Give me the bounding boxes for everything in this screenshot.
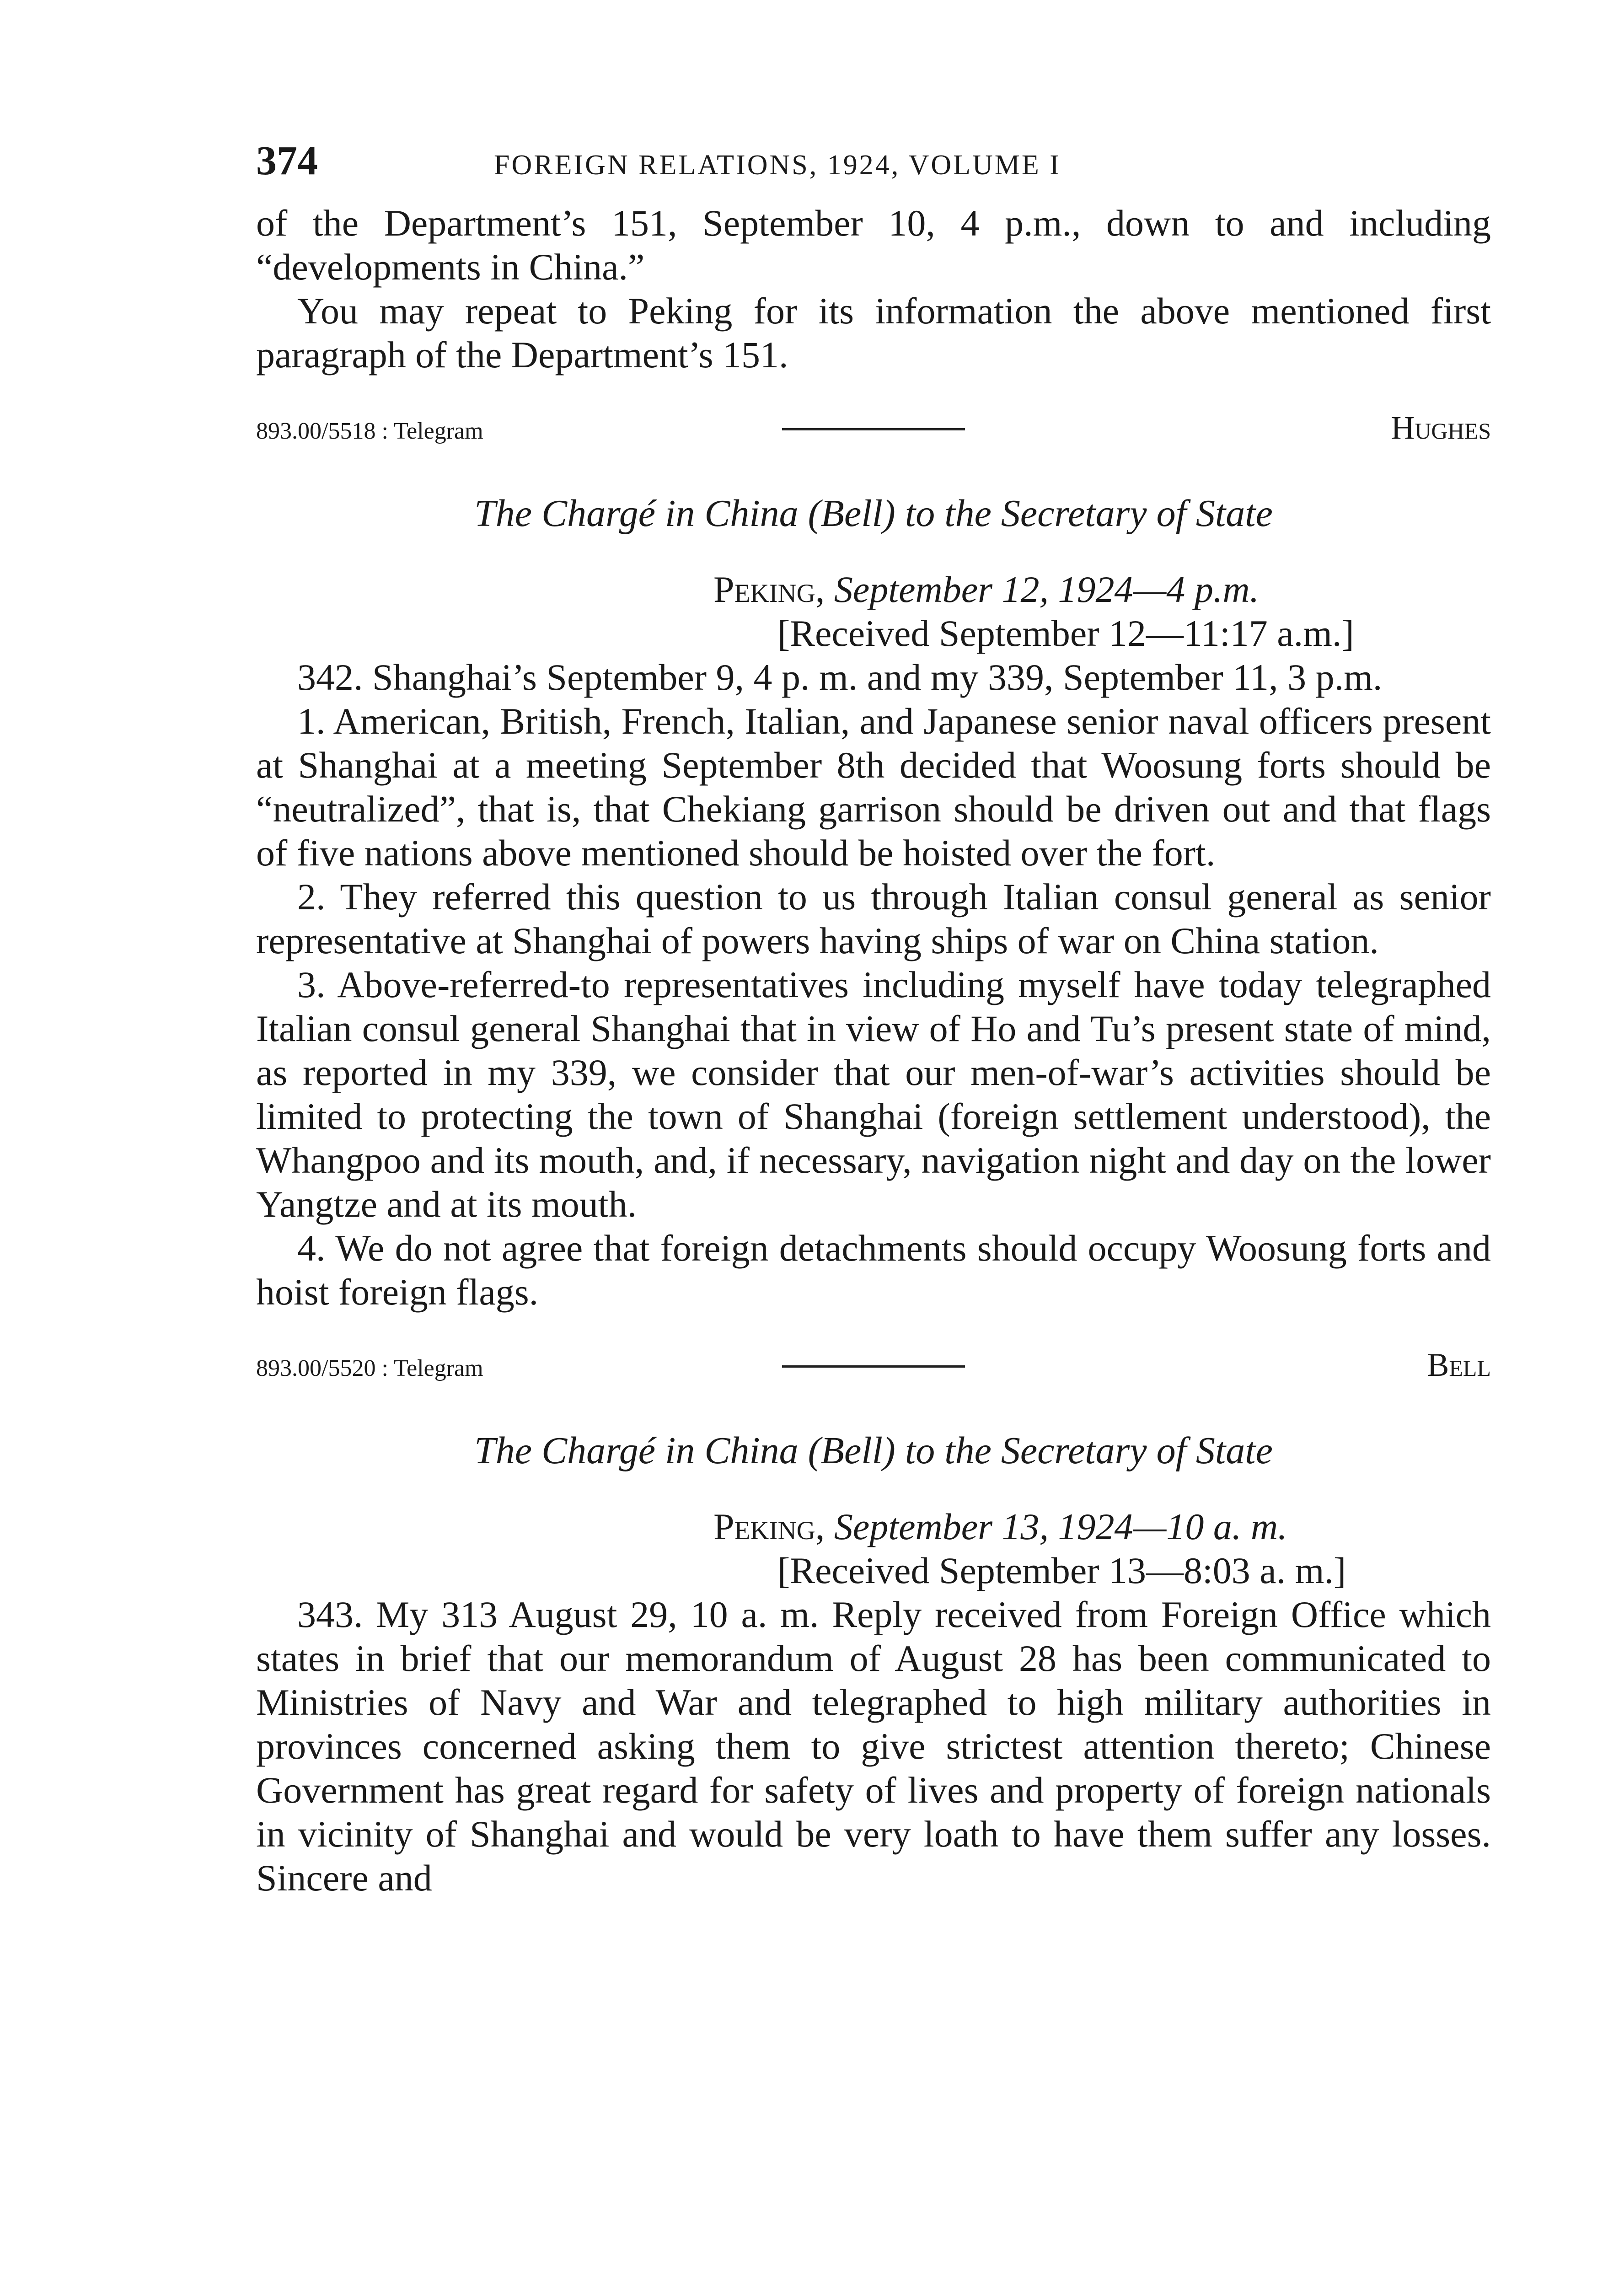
doc1-dateline [256, 568, 1491, 612]
section-divider [782, 1365, 965, 1368]
doc2-received: [Received September 13—8:03 a. m.] [777, 1550, 1346, 1591]
doc2-title: The Chargé in China (Bell) to the Secretary of State [474, 1429, 1273, 1472]
document-page [256, 137, 1491, 1900]
section-divider [782, 428, 965, 430]
doc2-date: September 13, 1924—10 a. m. [834, 1506, 1287, 1547]
opening-paragraph-1: of the Department’s 151, September 10, 4 p.m., down to and including “developments in China.” [256, 202, 1491, 288]
opening-paragraph-2: You may repeat to Peking for its information the above mentioned first paragraph of the Department’s 151. [256, 290, 1491, 376]
doc2-file-reference: 893.00/5520 : Telegram [256, 1355, 483, 1381]
doc1-paragraph-2: 2. They referred this question to us through Italian consul general as senior representative at Shanghai of powers having ships of war on China station. [256, 876, 1491, 961]
doc1-title: The Chargé in China (Bell) to the Secretary of State [474, 492, 1273, 535]
doc1-intro: 342. Shanghai’s September 9, 4 p. m. and my 339, September 11, 3 p.m. [297, 656, 1383, 698]
doc2-place: Peking, [713, 1506, 825, 1547]
opening-signature: Hughes [1391, 409, 1491, 446]
doc1-received: [Received September 12—11:17 a.m.] [777, 612, 1354, 654]
doc2-intro: 343. My 313 August 29, 10 a. m. Reply received from Foreign Office which states in brief that our memorandum of August 28 has been communicated to Ministries of Navy and War and telegraphed to high military authorities in provinces concerned asking them to give strictest attention thereto; Chinese Government has great regard for safety of lives and property of foreign nationals in vicinity of Shanghai and would be very loath to have them suffer any losses. Sincere and [256, 1594, 1491, 1899]
running-title: FOREIGN RELATIONS, 1924, VOLUME I [494, 150, 1061, 181]
doc1-paragraph-3: 3. Above-referred-to representatives including myself have today telegraphed Italian consul general Shanghai that in view of Ho and Tu’s present state of mind, as reported in my 339, we consider that our men-of-war’s activities should be limited to protecting the town of Shanghai (foreign settlement understood), the Whangpoo and its mouth, and, if necessary, navigation night and day on the lower Yangtze and at its mouth. [256, 964, 1491, 1225]
page-number: 374 [256, 138, 318, 183]
doc1-place: Peking, [713, 569, 825, 610]
doc1-signature: Bell [1427, 1347, 1491, 1383]
running-head [256, 137, 1491, 201]
doc1-file-row [256, 409, 1491, 455]
doc1-paragraph-4: 4. We do not agree that foreign detachments should occupy Woosung forts and hoist foreign flags. [256, 1227, 1491, 1313]
doc2-dateline [256, 1505, 1491, 1549]
doc1-date: September 12, 1924—4 p.m. [834, 569, 1260, 610]
doc1-paragraph-1: 1. American, British, French, Italian, and Japanese senior naval officers present at Shanghai at a meeting September 8th decided that Woosung forts should be “neutralized”, that is, that Chekiang garrison should be driven out and that flags of five nations above mentioned should be hoisted over the fort. [256, 700, 1491, 874]
doc1-file-reference: 893.00/5518 : Telegram [256, 418, 483, 444]
doc2-file-row [256, 1346, 1491, 1392]
